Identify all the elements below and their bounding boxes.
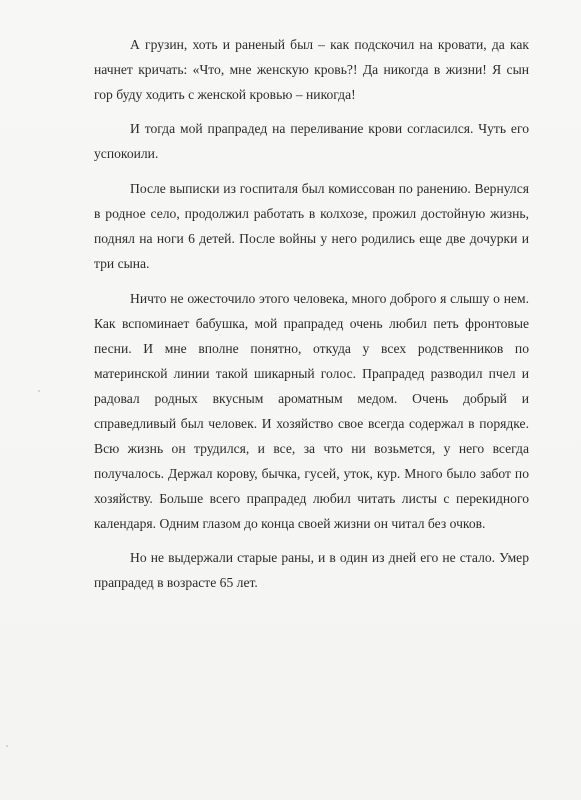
scan-speck [6, 745, 8, 747]
paragraph-3: После выписки из госпиталя был комиссован по ранению. Вернулся в родное село, продолжил работать в колхозе, прожил достойную жизнь, поднял на ноги 6 детей. После войны у него родились еще две дочурки и три сына. [94, 181, 529, 271]
paragraph-5: Но не выдержали старые раны, и в один из дней его не стало. Умер прапрадед в возрасте 65 лет. [94, 550, 529, 590]
document-body [94, 32, 529, 606]
scan-speck [38, 390, 40, 392]
paragraph-2: И тогда мой прапрадед на переливание крови согласился. Чуть его успокоили. [94, 121, 529, 161]
paragraph-1: А грузин, хоть и раненый был – как подскочил на кровати, да как начнет кричать: «Что, мне женскую кровь?! Да никогда в жизни! Я сын гор буду ходить с женской кровью – никогда! [94, 37, 529, 102]
paragraph-4: Ничто не ожесточило этого человека, много доброго я слышу о нем. Как вспоминает бабушка, мой прапрадед очень любил петь фронтовые песни. И мне вполне понятно, откуда у всех родственников по материнской линии такой шикарный голос. Прапрадед разводил пчел и радовал родных вкусным ароматным медом. Очень добрый и справедливый был человек. И хозяйство свое всегда содержал в порядке. Всю жизнь он трудился, и все, за что ни возьмется, у него всегда получалось. Держал корову, бычка, гусей, уток, кур. Много было забот по хозяйству. Больше всего прапрадед любил читать листы с перекидного календаря. Одним глазом до конца своей жизни он читал без очков. [94, 291, 529, 531]
